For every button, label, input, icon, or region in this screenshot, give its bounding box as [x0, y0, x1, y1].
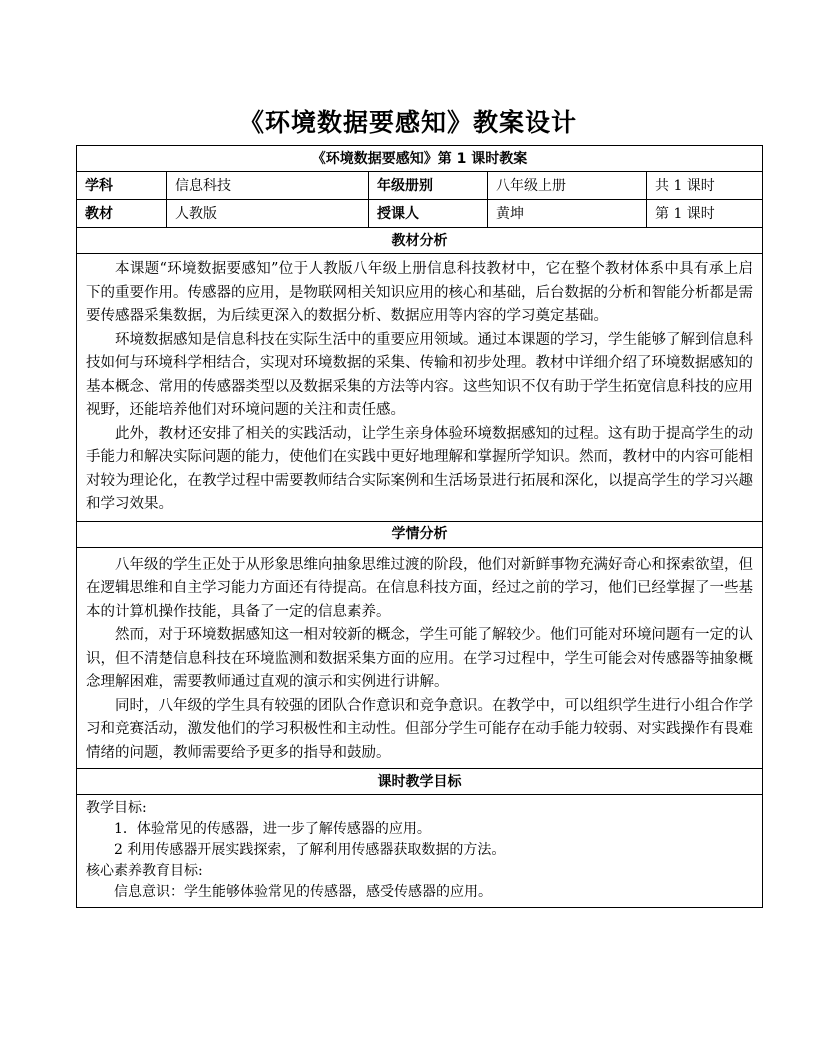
document-title: 《环境数据要感知》教案设计 — [238, 108, 577, 137]
grade-value: 八年级上册 — [488, 172, 647, 200]
goals-heading: 课时教学目标 — [77, 769, 763, 795]
teaching-goal-item: 1．体验常见的传感器，进一步了解传感器的应用。 — [114, 821, 431, 837]
student-analysis-heading: 学情分析 — [77, 521, 763, 547]
subject-label: 学科 — [77, 172, 167, 200]
grade-label: 年级册别 — [369, 172, 488, 200]
lesson-plan-table — [76, 145, 763, 908]
literacy-goals-label: 核心素养教育目标: — [86, 863, 203, 879]
student-analysis-paragraph: 然而，对于环境数据感知这一相对较新的概念，学生可能了解较少。他们可能对环境问题有一定的认识，但不清楚信息科技在环境监测和数据采集方面的应用。在学习过程中，学生可能会对传感器等抽象概念理解困难，需要教师通过直观的演示和实例进行讲解。 — [86, 627, 753, 690]
student-analysis-paragraph: 同时，八年级的学生具有较强的团队合作意识和竞争意识。在教学中，可以组织学生进行小组合作学习和竞赛活动，激发他们的学习积极性和主动性。但部分学生可能存在动手能力较弱、对实践操作有畏难情绪的问题，教师需要给予更多的指导和鼓励。 — [86, 697, 753, 761]
student-analysis-paragraph: 八年级的学生正处于从形象思维向抽象思维过渡的阶段，他们对新鲜事物充满好奇心和探索欲望，但在逻辑思维和自主学习能力方面还有待提高。在信息科技方面，经过之前的学习，他们已经掌握了一些基本的计算机操作技能，具备了一定的信息素养。 — [86, 556, 753, 620]
total-lessons: 共 1 课时 — [647, 172, 763, 200]
textbook-label: 教材 — [77, 200, 167, 228]
goals-body — [77, 795, 763, 908]
teaching-goal-item: 2 利用传感器开展实践探索，了解利用传感器获取数据的方法。 — [114, 842, 506, 858]
student-analysis-body — [77, 547, 763, 769]
textbook-analysis-paragraph: 此外，教材还安排了相关的实践活动，让学生亲身体验环境数据感知的过程。这有助于提高学生的动手能力和解决实际问题的能力，使他们在实践中更好地理解和掌握所学知识。然而，教材中的内容可能相对较为理论化，在教学过程中需要教师结合实际案例和生活场景进行拓展和深化，以提高学生的学习兴趣和学习效果。 — [86, 425, 753, 512]
teacher-value: 黄坤 — [488, 200, 647, 228]
textbook-analysis-paragraph: 环境数据感知是信息科技在实际生活中的重要应用领域。通过本课题的学习，学生能够了解到信息科技如何与环境科学相结合，实现对环境数据的采集、传输和初步处理。教材中详细介绍了环境数据感知的基本概念、常用的传感器类型以及数据采集的方法等内容。这些知识不仅有助于学生拓宽信息科技的应用视野，还能培养他们对环境问题的关注和责任感。 — [86, 331, 753, 418]
teaching-goals-label: 教学目标: — [86, 800, 147, 816]
subject-value: 信息科技 — [167, 172, 369, 200]
teacher-label: 授课人 — [369, 200, 488, 228]
textbook-analysis-body — [77, 254, 763, 522]
textbook-analysis-heading: 教材分析 — [77, 228, 763, 254]
lesson-number: 第 1 课时 — [647, 200, 763, 228]
textbook-value: 人教版 — [167, 200, 369, 228]
literacy-goal-item: 信息意识：学生能够体验常见的传感器，感受传感器的应用。 — [114, 884, 492, 900]
textbook-analysis-paragraph: 本课题“环境数据要感知”位于人教版八年级上册信息科技教材中，它在整个教材体系中具有承上启下的重要作用。传感器的应用，是物联网相关知识应用的核心和基础，后台数据的分析和智能分析都是需要传感器采集数据，为后续更深入的数据分析、数据应用等内容的学习奠定基础。 — [86, 261, 753, 324]
table-header: 《环境数据要感知》第 1 课时教案 — [77, 146, 763, 172]
